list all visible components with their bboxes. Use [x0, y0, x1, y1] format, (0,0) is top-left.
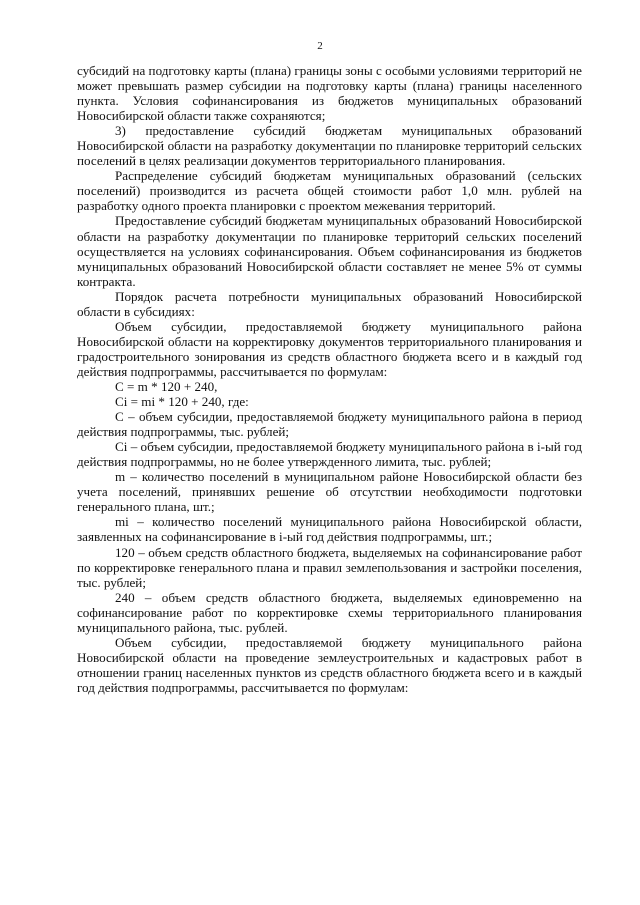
paragraph: Ci = mi * 120 + 240, где: [115, 394, 249, 410]
paragraph: Объем субсидии, предоставляемой бюджету муниципального района Новосибирской области на корректировку документов территориального планирования и градостроительного зонирования из средств областного бюджета всего и в каждый год действия подпрограммы, рассчитывается по формулам: [77, 318, 582, 379]
paragraph: C = m * 120 + 240, [115, 378, 218, 394]
paragraph: 240 – объем средств областного бюджета, выделяемых единовременно на софинансирование работ по корректировке схемы территориального планирования муниципального района, тыс. рублей. [77, 589, 582, 635]
paragraph: Порядок расчета потребности муниципальных образований Новосибирской области в субсидиях: [77, 288, 582, 319]
page-number: 2 [317, 40, 323, 52]
paragraph: Ci – объем субсидии, предоставляемой бюджету муниципального района в i-ый год действия подпрограммы, но не более утвержденного лимита, тыс. рублей; [77, 439, 582, 470]
paragraph: Предоставление субсидий бюджетам муниципальных образований Новосибирской области на разработку документации по планировке территорий сельских поселений осуществляется на условиях софинансирования. Объем софинансирования из бюджетов муниципальных образований Новосибирской области составляет не менее 5% от суммы контракта. [77, 213, 582, 289]
paragraph: 120 – объем средств областного бюджета, выделяемых на софинансирование работ по корректировке генерального плана и правил землепользования и застройки поселения, тыс. рублей; [77, 544, 582, 590]
paragraph: mi – количество поселений муниципального района Новосибирской области, заявленных на софинансирование в i-ый год действия подпрограммы, шт.; [77, 514, 582, 545]
paragraph: Распределение субсидий бюджетам муниципальных образований (сельских поселений) производится из расчета общей стоимости работ 1,0 млн. рублей на разработку одного проекта планировки с проектом межевания территорий. [77, 168, 582, 214]
paragraph: субсидий на подготовку карты (плана) границы зоны с особыми условиями территорий не может превышать размер субсидии на подготовку карты (плана) границы населенного пункта. Условия софинансирования из бюджетов муниципальных образований Новосибирской области также сохраняются; [77, 63, 582, 124]
paragraph: m – количество поселений в муниципальном районе Новосибирской области без учета поселений, принявших решение об отсутствии необходимости подготовки генерального плана, шт.; [77, 469, 582, 515]
paragraph: Объем субсидии, предоставляемой бюджету муниципального района Новосибирской области на проведение землеустроительных и кадастровых работ в отношении границ населенных пунктов из средств областного бюджета всего и в каждый год действия подпрограммы, рассчитывается по формулам: [77, 634, 582, 695]
paragraph: 3) предоставление субсидий бюджетам муниципальных образований Новосибирской области на разработку документации по планировке территорий сельских поселений в целях реализации документов территориального планирования. [77, 123, 582, 169]
document-body [77, 63, 582, 695]
paragraph: C – объем субсидии, предоставляемой бюджету муниципального района в период действия подпрограммы, тыс. рублей; [77, 409, 582, 440]
